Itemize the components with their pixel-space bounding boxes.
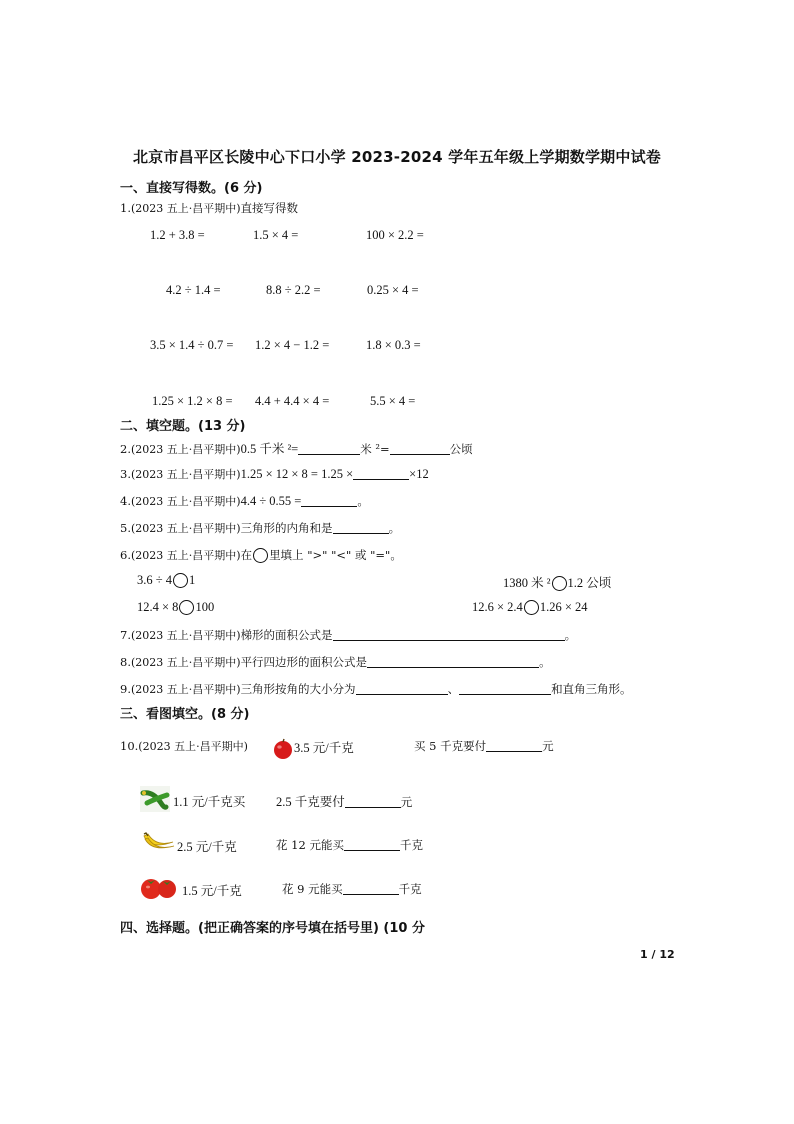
compare-circle[interactable] xyxy=(179,600,194,615)
section-4-heading: 四、选择题。(把正确答案的序号填在括号里) (10 分 xyxy=(120,921,425,936)
answer-blank[interactable] xyxy=(486,739,542,752)
compare-item: 12.4 × 8 100 xyxy=(137,600,215,614)
compare-item: 1380 米 ² 1.2 公顷 xyxy=(503,576,612,590)
answer-blank[interactable] xyxy=(367,655,539,668)
question-4: 4.(2023 五上·昌平期中)4.4 ÷ 0.55 = 。 xyxy=(120,494,369,508)
answer-blank[interactable] xyxy=(344,838,400,851)
compare-circle[interactable] xyxy=(173,573,188,588)
question-1 xyxy=(120,200,298,216)
answer-blank[interactable] xyxy=(333,628,565,641)
question-6: 6.(2023 五上·昌平期中)在 里填上 ">" "<" 或 "="。 xyxy=(120,548,402,562)
expression: 1.25 × 1.2 × 8 = xyxy=(152,394,233,408)
fill-in-row: 花 9 元能买 千克 xyxy=(282,882,422,896)
expression: 1.8 × 0.3 = xyxy=(366,338,421,352)
question-source: (2023 五上·昌平期中) xyxy=(130,202,241,215)
fill-in-row: 花 12 元能买 千克 xyxy=(276,838,423,852)
answer-blank[interactable] xyxy=(343,882,399,895)
page-title: 北京市昌平区长陵中心下口小学 2023-2024 学年五年级上学期数学期中试卷 xyxy=(133,148,661,166)
expression: 100 × 2.2 = xyxy=(366,228,424,242)
question-2: 2.(2023 五上·昌平期中)0.5 千米 ²= 米 ²= 公顷 xyxy=(120,442,473,456)
expression: 1.2 + 3.8 = xyxy=(150,228,205,242)
section-3-heading: 三、看图填空。(8 分) xyxy=(120,707,250,722)
compare-item: 12.6 × 2.4 1.26 × 24 xyxy=(472,600,588,614)
answer-blank[interactable] xyxy=(356,682,448,695)
compare-item: 3.6 ÷ 4 1 xyxy=(137,573,196,587)
expression: 4.2 ÷ 1.4 = xyxy=(166,283,221,297)
answer-blank[interactable] xyxy=(298,442,360,455)
price-label: 3.5 元/千克 xyxy=(294,741,354,755)
price-label: 1.1 元/千克买 xyxy=(173,795,246,809)
fill-in-row: 买 5 千克要付 元 xyxy=(414,739,554,753)
question-3: 3.(2023 五上·昌平期中)1.25 × 12 × 8 = 1.25 × ×12 xyxy=(120,467,429,481)
price-label: 2.5 元/千克 xyxy=(177,840,237,854)
expression: 8.8 ÷ 2.2 = xyxy=(266,283,321,297)
section-1-heading: 一、直接写得数。(6 分) xyxy=(120,181,263,196)
question-number: 1. xyxy=(120,201,131,215)
expression: 3.5 × 1.4 ÷ 0.7 = xyxy=(150,338,234,352)
expression: 0.25 × 4 = xyxy=(367,283,419,297)
section-2-heading: 二、填空题。(13 分) xyxy=(120,419,246,434)
question-5: 5.(2023 五上·昌平期中)三角形的内角和是 。 xyxy=(120,521,401,535)
question-9: 9.(2023 五上·昌平期中)三角形按角的大小分为 、 和直角三角形。 xyxy=(120,682,632,696)
tomato-icon xyxy=(140,876,178,900)
question-8: 8.(2023 五上·昌平期中)平行四边形的面积公式是 。 xyxy=(120,655,551,669)
fill-in-row: 2.5 千克要付 元 xyxy=(276,795,413,809)
compare-circle xyxy=(253,548,268,563)
page-number: 1 / 12 xyxy=(640,948,675,961)
expression: 1.2 × 4 − 1.2 = xyxy=(255,338,330,352)
expression: 1.5 × 4 = xyxy=(253,228,299,242)
question-7: 7.(2023 五上·昌平期中)梯形的面积公式是 。 xyxy=(120,628,577,642)
answer-blank[interactable] xyxy=(345,795,401,808)
banana-icon xyxy=(142,830,176,854)
expression: 4.4 + 4.4 × 4 = xyxy=(255,394,330,408)
answer-blank[interactable] xyxy=(390,442,450,455)
apple-icon xyxy=(272,738,294,760)
answer-blank[interactable] xyxy=(333,521,389,534)
compare-circle[interactable] xyxy=(524,600,539,615)
expression: 5.5 × 4 = xyxy=(370,394,416,408)
question-10: 10.(2023 五上·昌平期中) xyxy=(120,739,248,753)
answer-blank[interactable] xyxy=(459,682,551,695)
answer-blank[interactable] xyxy=(301,494,357,507)
answer-blank[interactable] xyxy=(353,467,409,480)
question-text: 直接写得数 xyxy=(240,201,299,215)
cucumber-icon xyxy=(139,785,171,813)
price-label: 1.5 元/千克 xyxy=(182,884,242,898)
compare-circle[interactable] xyxy=(552,576,567,591)
